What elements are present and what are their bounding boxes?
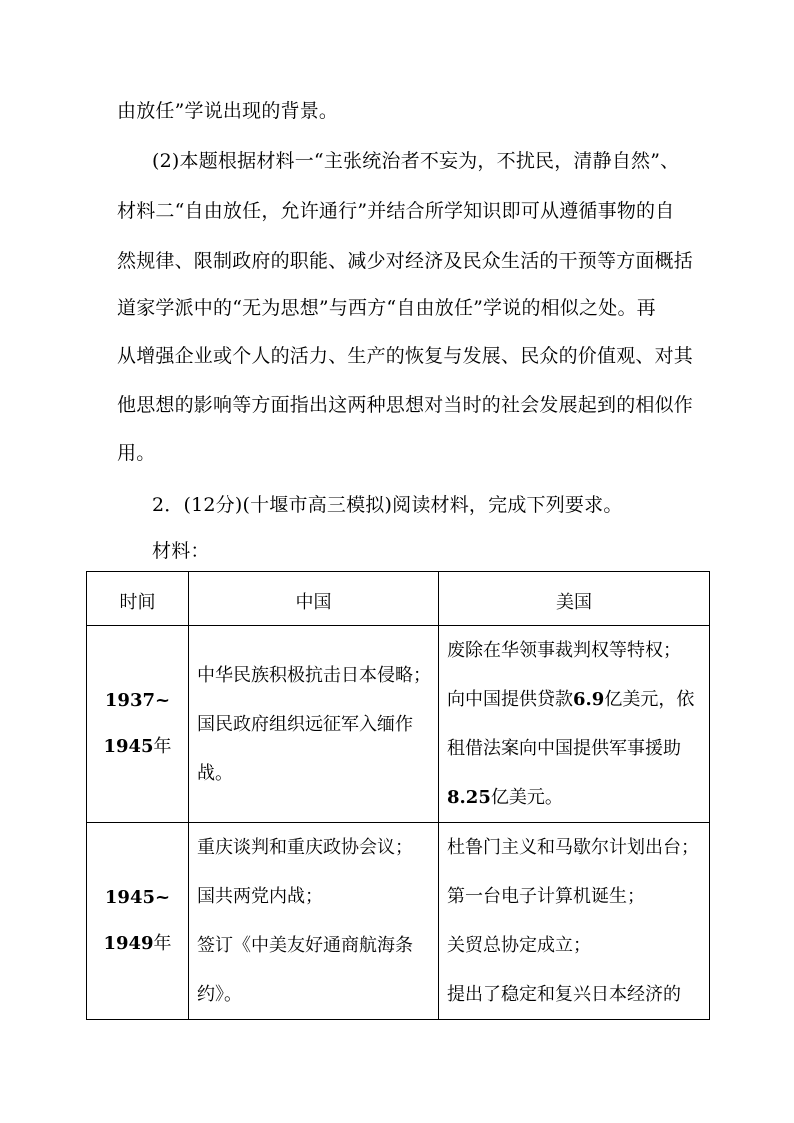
text-line: (2)本题根据材料一“主张统治者不妄为，不扰民，清静自然”、 [152,150,680,172]
usa-line: 8.25亿美元。 [447,787,563,808]
china-line: 约》。 [197,984,242,1005]
period-end: 1949年 [103,933,172,954]
material-label: 材料： [152,540,210,562]
header-usa: 美国 [439,572,710,626]
usa-line: 第一台电子计算机诞生； [447,886,645,907]
header-time: 时间 [87,572,189,626]
usa-line: 租借法案向中国提供军事援助 [447,738,681,759]
china-line: 国共两党内战； [197,886,323,907]
china-line: 战。 [197,762,233,784]
text-line: 道家学派中的“无为思想”与西方“自由放任”学说的相似之处。再 [117,297,656,319]
text-line: 由放任”学说出现的背景。 [117,100,339,122]
period-end: 1945年 [103,736,172,757]
text-line: 材料二“自由放任，允许通行”并结合所学知识即可从遵循事物的自 [117,200,675,222]
usa-line: 废除在华领事裁判权等特权； [447,640,681,661]
china-line: 中华民族积极抗击日本侵略； [197,664,431,686]
period-start: 1937~ [104,690,171,711]
table-header-row [87,572,710,626]
period-start: 1945~ [104,887,171,908]
china-line: 签订《中美友好通商航海条 [197,935,413,956]
text-line: 用。 [117,442,156,464]
china-line: 重庆谈判和重庆政协会议； [197,837,413,858]
question-heading: 2．(12分)(十堰市高三模拟)阅读材料，完成下列要求。 [152,494,623,516]
usa-line: 关贸总协定成立； [447,935,591,956]
usa-line: 向中国提供贷款6.9亿美元，依 [447,689,695,710]
usa-cell [439,626,710,823]
china-cell [189,626,439,823]
usa-line: 杜鲁门主义和马歇尔计划出台； [447,837,699,858]
text-line: 从增强企业或个人的活力、生产的恢复与发展、民众的价值观、对其 [117,345,694,367]
table-row [87,626,710,823]
china-line: 国民政府组织远征军入缅作 [197,713,413,735]
text-line: 然规律、限制政府的职能、减少对经济及民众生活的干预等方面概括 [117,250,694,272]
text-line: 他思想的影响等方面指出这两种思想对当时的社会发展起到的相似作 [117,394,694,416]
period-cell [87,626,189,823]
period-cell [87,823,189,1020]
header-china: 中国 [189,572,439,626]
china-cell [189,823,439,1020]
usa-cell [439,823,710,1020]
usa-line: 提出了稳定和复兴日本经济的 [447,984,681,1005]
table-row [87,823,710,1020]
material-table [86,571,710,1020]
